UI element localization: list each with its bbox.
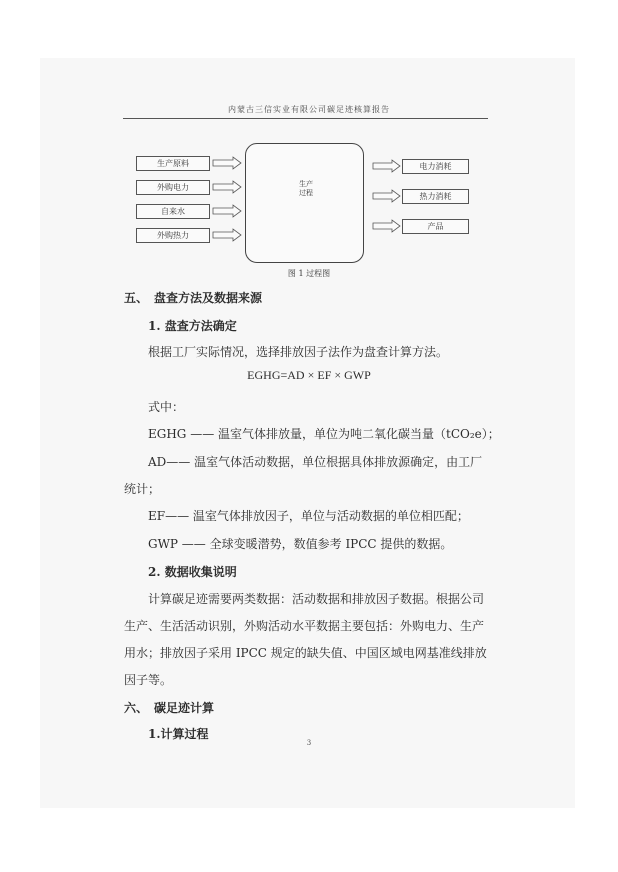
definition-ef: EF—— 温室气体排放因子，单位与活动数据的单位相匹配； — [148, 509, 469, 523]
definition-eghg: EGHG —— 温室气体排放量，单位为吨二氧化碳当量（tCO₂e）； — [148, 427, 500, 441]
input-box-purchased-heat: 外购热力 — [136, 228, 210, 243]
input-box-raw-material: 生产原料 — [136, 156, 210, 171]
input-box-tap-water: 自来水 — [136, 204, 210, 219]
arrow-out-2 — [373, 190, 400, 202]
definition-ad-cont: 统计； — [124, 482, 161, 496]
paragraph-data-3: 用水；排放因子采用 IPCC 规定的缺失值、中国区域电网基准线排放 — [124, 646, 487, 660]
arrow-in-1 — [213, 157, 241, 169]
output-box-heat-consumption: 热力消耗 — [402, 189, 469, 204]
section-heading-5: 五、 盘查方法及数据来源 — [124, 291, 263, 305]
paragraph-data-4: 因子等。 — [124, 673, 173, 687]
arrow-in-4 — [213, 229, 241, 241]
paragraph-data-1: 计算碳足迹需要两类数据：活动数据和排放因子数据。根据公司 — [148, 592, 485, 606]
page-number: 3 — [306, 739, 312, 747]
output-box-product: 产品 — [402, 219, 469, 234]
arrow-in-2 — [213, 181, 241, 193]
subheading-method: 1. 盘查方法确定 — [148, 319, 237, 333]
output-box-power-consumption: 电力消耗 — [402, 159, 469, 174]
section-heading-6: 六、 碳足迹计算 — [124, 701, 215, 715]
arrow-in-3 — [213, 205, 241, 217]
input-box-purchased-power: 外购电力 — [136, 180, 210, 195]
paragraph-method: 根据工厂实际情况，选择排放因子法作为盘查计算方法。 — [148, 345, 449, 359]
subheading-calculation: 1.计算过程 — [148, 727, 209, 741]
figure-caption: 图 1 过程图 — [287, 269, 331, 278]
formula: EGHG=AD × EF × GWP — [247, 368, 371, 382]
paragraph-data-2: 生产、生活活动识别，外购活动水平数据主要包括：外购电力、生产 — [124, 619, 485, 633]
report-header: 内蒙古三信实业有限公司碳足迹核算报告 — [228, 105, 390, 114]
definition-gwp: GWP —— 全球变暖潜势，数值参考 IPCC 提供的数据。 — [148, 537, 453, 551]
subheading-data: 2. 数据收集说明 — [148, 565, 237, 579]
definition-ad: AD—— 温室气体活动数据，单位根据具体排放源确定，由工厂 — [148, 455, 483, 469]
process-label: 生产过程 — [299, 180, 313, 197]
formula-where: 式中： — [148, 400, 185, 414]
arrow-out-3 — [373, 220, 400, 232]
arrow-out-1 — [373, 160, 400, 172]
